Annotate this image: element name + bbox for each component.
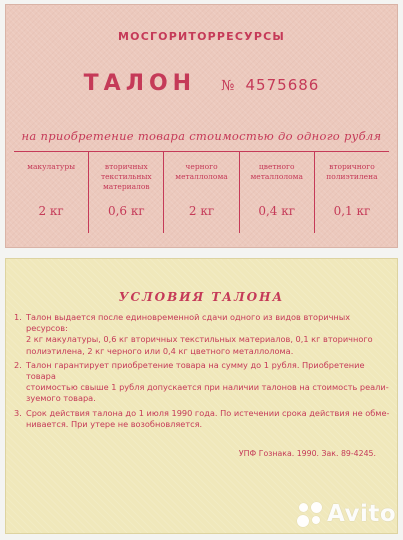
condition-item [14, 312, 391, 357]
condition-number: 3. [14, 407, 22, 418]
condition-number: 2. [14, 359, 22, 370]
resource-amount: 0,6 кг [107, 204, 145, 218]
condition-line: Талон гарантирует приобретение товара на сумму до 1 рубля. Приобретение товара [26, 359, 365, 382]
condition-line: зуемого товара. [26, 393, 96, 404]
resource-label: черного металлолома [175, 162, 228, 181]
serial-number: 4575686 [245, 76, 320, 94]
conditions-list [14, 312, 391, 433]
resource-cell [314, 151, 389, 233]
condition-number: 1. [14, 312, 22, 322]
resource-grid [14, 151, 389, 233]
resource-label: цветного металлолома [250, 162, 303, 181]
watermark-text: Avito [327, 501, 397, 527]
resource-cell [239, 151, 314, 233]
condition-line: Талон выдается после единовременной сдачи одного из видов вторичных ресурсов: [26, 312, 351, 334]
condition-line: 2 кг макулатуры, 0,6 кг вторичных текстильных материалов, 0,1 кг вторичного [26, 334, 373, 345]
condition-item [14, 360, 391, 405]
organization-name: МОСГОРИТОРРЕСУРСЫ [118, 30, 285, 43]
number-sign: № [221, 78, 235, 94]
avito-watermark [297, 501, 396, 527]
resource-amount: 2 кг [188, 204, 215, 218]
resource-label: вторичного полиэтилена [326, 162, 378, 181]
purpose-text: на приобретение товара стоимостью до одного рубля [21, 129, 382, 143]
resource-amount: 2 кг [38, 204, 64, 218]
title-row [6, 71, 397, 96]
printer-imprint: УПФ Гознака. 1990. Зак. 89-4245. [238, 449, 376, 458]
resource-cell [88, 151, 163, 233]
resource-cell [14, 151, 88, 233]
resource-amount: 0,1 кг [333, 204, 371, 218]
talon-front [5, 4, 398, 248]
resource-label: вторичных текстильных материалов [100, 162, 152, 191]
talon-title: ТАЛОН [83, 71, 197, 96]
avito-logo-icon [297, 501, 323, 527]
condition-line: полиэтилена, 2 кг черного или 0,4 кг цветного металлолома. [26, 345, 294, 356]
condition-line: стоимостью свыше 1 рубля допускается при наличии талонов на стоимость реали- [26, 382, 389, 393]
resource-label: макулатуры [27, 162, 76, 171]
resource-amount: 0,4 кг [258, 204, 296, 218]
condition-line: нивается. При утере не возобновляется. [26, 418, 203, 429]
condition-line: Срок действия талона до 1 июля 1990 года. По истечении срока действия не обме- [26, 407, 390, 418]
conditions-title: УСЛОВИЯ ТАЛОНА [118, 290, 285, 304]
condition-item [14, 408, 391, 430]
resource-cell [163, 151, 238, 233]
